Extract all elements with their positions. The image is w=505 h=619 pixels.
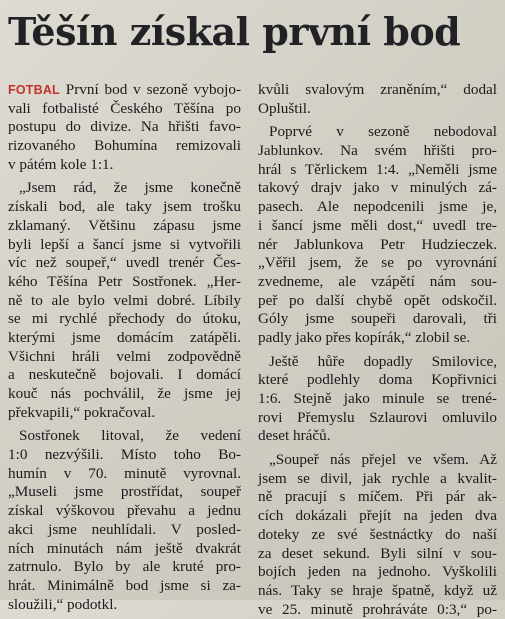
text-line: humín v 70. minutě vyrovnal. <box>8 464 241 482</box>
text-line: „Jsem rád, že jsme konečně <box>19 179 241 197</box>
text-line: padly jako přes kopírák,“ zlobil se. <box>258 328 471 346</box>
text-line: ních minutách nám ještě dvakrát <box>8 539 241 557</box>
text-line: „Museli jsme prostřídat, soupeř <box>8 483 241 501</box>
text-line: ně to ale bylo velmi dobré. Líbily <box>8 291 241 309</box>
text-line: akci jsme neuhlídali. V posled- <box>8 520 241 538</box>
text-line: „Věřil jsem, že se po vyrovnání <box>258 254 497 272</box>
text-line: zatrnulo. Bylo by ale kruté pro- <box>8 558 241 576</box>
text-line: jsem se divil, jak rychle a kvalit- <box>258 469 497 487</box>
text-line: překvapili,“ pokračoval. <box>8 403 156 421</box>
section-label: FOTBAL <box>8 83 60 97</box>
text-line: „Soupeř nás přejel ve všem. Až <box>269 451 497 469</box>
text-line: kého Těšína Petr Sostřonek. „Her- <box>8 272 241 290</box>
article-headline: Těšín získal první bod <box>8 9 461 54</box>
text-line: i šancí jsme měli dost,“ uvedl tre- <box>258 216 497 234</box>
text-line-content: První bod v sezoně vybojo- <box>65 81 242 98</box>
text-line: cích dokázali přejít na jeden dva <box>258 507 497 525</box>
text-line: zvedneme, ale vzápětí nám sou- <box>258 272 497 290</box>
text-line: víc než soupeř,“ uvedl trenér Čes- <box>8 254 241 272</box>
paragraph <box>258 353 497 446</box>
text-line: kouč nás pochválil, že jsme jej <box>8 385 241 402</box>
text-line <box>8 81 241 100</box>
text-line: získali bod, ale taky jsem trošku <box>8 198 241 216</box>
text-line: v pátém kole 1:1. <box>8 155 114 173</box>
text-line: Jablunkov. Na svém hřišti pro- <box>258 142 497 160</box>
paragraph <box>258 81 497 118</box>
text-line: Góly jsme soupeři darovali, tři <box>258 310 497 328</box>
text-line: získal výškovou převahu a jednu <box>8 502 241 520</box>
text-line: kterými jsme domácím zatápěli. <box>8 328 241 346</box>
text-line: pasech. Ale nepodcenili jsme je, <box>258 198 497 216</box>
text-line: nás. Taky se hraje špatně, když už <box>258 581 497 599</box>
text-line: ně pracují s míčem. Při pár ak- <box>258 488 497 506</box>
text-line: 1:6. Stejně jako minule se trené- <box>258 390 497 407</box>
text-line: peř po další chybě opět odskočil. <box>258 291 497 309</box>
paragraph <box>8 81 241 174</box>
text-line: Všichni hráli velmi zodpovědně <box>8 347 241 365</box>
text-line: rovi Přemyslu Szlaurovi omluvilo <box>258 408 497 426</box>
paragraph <box>258 123 497 347</box>
paragraph <box>8 427 241 614</box>
article-column-left <box>8 81 241 614</box>
text-line: Sostřonek litoval, že vedení <box>19 427 241 445</box>
text-line: a neskutečně bojovali. I domácí <box>8 366 241 384</box>
text-line: hrát. Minimálně bod jsme si za- <box>8 576 241 594</box>
text-line: 1:0 nezvýšili. Místo toho Bo- <box>8 446 241 464</box>
text-line: Opluštil. <box>258 99 311 117</box>
text-line: takový drajv jako v minulých zá- <box>258 179 497 197</box>
text-line: byli lepší a šancí jsme si vytvořili <box>8 235 241 253</box>
text-line: zklamaný. Většinu zápasu jsme <box>8 216 241 234</box>
text-line: za deset sekund. Byli silní v sou- <box>258 544 497 562</box>
text-line: nér Jablunkova Petr Hudzieczek. <box>258 235 497 253</box>
text-line: kvůli svalovým zraněním,“ dodal <box>258 81 497 98</box>
text-line: se mi rychlé přechody do útoku, <box>8 310 241 328</box>
paragraph <box>258 451 497 619</box>
text-line: postupu do divize. Na hřišti favo- <box>8 118 241 136</box>
text-line: které podlehly doma Kopřivnici <box>258 371 497 389</box>
text-line: Ještě hůře dopadly Smilovice, <box>269 352 497 370</box>
article-column-right <box>258 81 497 619</box>
text-line: doteky ze své šestnáctky do naší <box>258 525 497 543</box>
text-line: bojích jeden na jednoho. Vyškolili <box>258 563 497 581</box>
text-line: hrál s Těrlickem 1:4. „Neměli jsme <box>258 160 497 178</box>
text-line: Poprvé v sezoně nebodoval <box>269 123 497 141</box>
text-line: ve 25. minutě prohráváte 0:3,“ po- <box>258 600 497 618</box>
paragraph <box>8 179 241 422</box>
text-line: vali fotbalisté Českého Těšína po <box>8 99 241 117</box>
text-line: rizovaného Bohumína remizovali <box>8 137 241 155</box>
text-line: sloužili,“ podotkl. <box>8 595 118 613</box>
text-line: deset hráčů. <box>258 427 331 445</box>
